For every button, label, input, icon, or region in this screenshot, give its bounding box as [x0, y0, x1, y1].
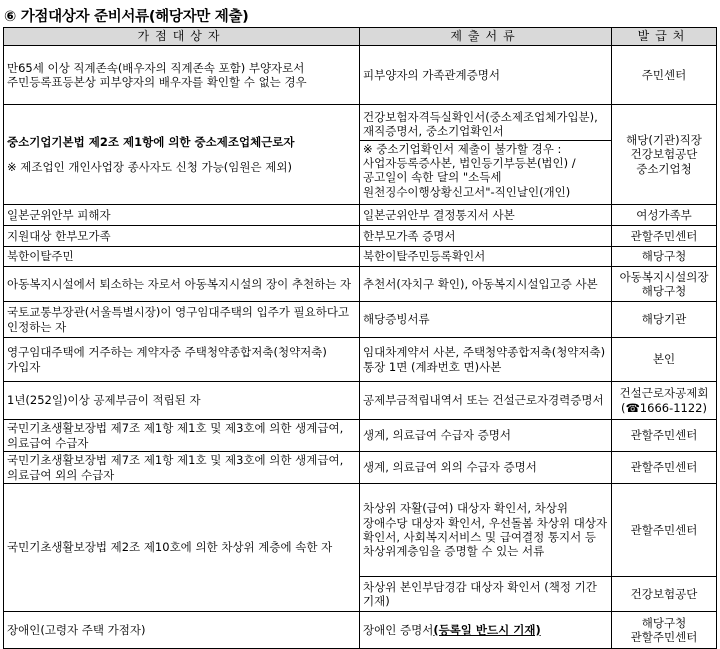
target-cell: 아동복지시설에서 퇴소하는 자로서 아동복지시설의 장이 추천하는 자 [4, 267, 360, 302]
documents-cell: 해당증빙서류 [360, 302, 612, 338]
issuer-cell: 주민센터 [612, 46, 717, 105]
table-row [4, 226, 717, 247]
documents-cell: 추천서(자치구 확인), 아동복지시설입고증 사본 [360, 267, 612, 302]
table-row [4, 46, 717, 105]
target-cell: 영구임대주택에 거주하는 계약자중 주택청약종합저축(청약저축)가입자 [4, 338, 360, 382]
issuer-main: 건설근로자공제회 [619, 386, 709, 401]
target-cell: 1년(252일)이상 공제부금이 적립된 자 [4, 382, 360, 420]
target-note: ※ 제조업인 개인사업장 종사자도 신청 가능(임원은 제외) [7, 159, 292, 174]
section-title: ⑥ 가점대상자 준비서류(해당자만 제출) [4, 9, 249, 25]
issuer-cell: 관할주민센터 [612, 226, 717, 247]
table-row [4, 612, 717, 649]
documents-cell [360, 105, 612, 205]
documents-alternative: ※ 중소기업확인서 제출이 불가할 경우 : 사업자등록증사본, 법인등기부등본(법인) / 공고일이 속한 달의 "소득세 원천징수이행상황신고서"-직인날인(개인) [360, 140, 611, 201]
issuer-cell: 여성가족부 [612, 205, 717, 226]
target-cell: 국민기초생활보장법 제7조 제1항 제1호 및 제3호에 의한 생계급여, 의료급여 외의 수급자 [4, 452, 360, 484]
documents-cell [360, 612, 612, 649]
issuer-cell: 해당(기관)직장 건강보험공단 중소기업청 [612, 105, 717, 205]
table-row [4, 267, 717, 302]
documents-emphasis: (등록일 반드시 기재) [433, 622, 541, 637]
target-cell: 국토교통부장관(서울특별시장)이 영구임대주택의 입주가 필요하다고 인정하는 자 [4, 302, 360, 338]
documents-cell: 한부모가족 증명서 [360, 226, 612, 247]
table-row [4, 420, 717, 452]
documents-cell: 생계, 의료급여 수급자 증명서 [360, 420, 612, 452]
documents-primary: 건강보험자격득실확인서(중소제조업체가입분), 재직증명서, 중소기업확인서 [363, 109, 598, 139]
issuer-cell: 본인 [612, 338, 717, 382]
documents-cell: 피부양자의 가족관계증명서 [360, 46, 612, 105]
issuer-phone: (☎1666-1122) [621, 400, 707, 415]
issuer-cell: 아동복지시설의장 해당구청 [612, 267, 717, 302]
issuer-cell: 관할주민센터 [612, 420, 717, 452]
documents-cell: 차상위 자활(급여) 대상자 확인서, 차상위 장애수당 대상자 확인서, 우선돌봄 차상위 대상자 확인서, 사회복지서비스 및 급여결정 통지서 등 차상위계층임을 증명할 수 있는 서류 [360, 484, 612, 577]
target-cell: 북한이탈주민 [4, 247, 360, 267]
target-cell: 국민기초생활보장법 제2조 제10호에 의한 차상위 계층에 속한 자 [4, 484, 360, 612]
target-cell: 장애인(고령자 주택 가점자) [4, 612, 360, 649]
table-row [4, 452, 717, 484]
target-cell: 국민기초생활보장법 제7조 제1항 제1호 및 제3호에 의한 생계급여, 의료급여 수급자 [4, 420, 360, 452]
table-row [4, 247, 717, 267]
table-row [4, 105, 717, 205]
table-row [4, 484, 717, 577]
table-header-row [4, 28, 717, 46]
target-cell: 지원대상 한부모가족 [4, 226, 360, 247]
issuer-cell: 해당구청 [612, 247, 717, 267]
documents-cell: 공제부금적립내역서 또는 건설근로자경력증명서 [360, 382, 612, 420]
header-target: 가점대상자 [4, 28, 360, 46]
target-main: 중소기업기본법 제2조 제1항에 의한 중소제조업체근로자 [7, 135, 295, 150]
issuer-cell: 해당기관 [612, 302, 717, 338]
target-cell: 일본군위안부 피해자 [4, 205, 360, 226]
header-issuer: 발급처 [612, 28, 717, 46]
required-documents-table [3, 27, 717, 649]
issuer-cell: 관할주민센터 [612, 484, 717, 577]
header-documents: 제출서류 [360, 28, 612, 46]
target-cell [4, 105, 360, 205]
table-row [4, 382, 717, 420]
documents-cell: 일본군위안부 결정통지서 사본 [360, 205, 612, 226]
table-row [4, 302, 717, 338]
issuer-cell [612, 382, 717, 420]
documents-cell: 생계, 의료급여 외의 수급자 증명서 [360, 452, 612, 484]
table-row [4, 338, 717, 382]
issuer-cell: 건강보험공단 [612, 577, 717, 612]
table-row [4, 205, 717, 226]
documents-main: 장애인 증명서 [363, 622, 434, 637]
documents-cell: 임대차계약서 사본, 주택청약종합저축(청약저축)통장 1면 (계좌번호 면)사본 [360, 338, 612, 382]
documents-cell: 차상위 본인부담경감 대상자 확인서 (책정 기간 기재) [360, 577, 612, 612]
documents-cell: 북한이탈주민등록확인서 [360, 247, 612, 267]
issuer-cell: 관할주민센터 [612, 452, 717, 484]
issuer-cell: 해당구청 관할주민센터 [612, 612, 717, 649]
target-cell: 만65세 이상 직계존속(배우자의 직계존속 포함) 부양자로서 주민등록표등본상 피부양자의 배우자를 확인할 수 없는 경우 [4, 46, 360, 105]
